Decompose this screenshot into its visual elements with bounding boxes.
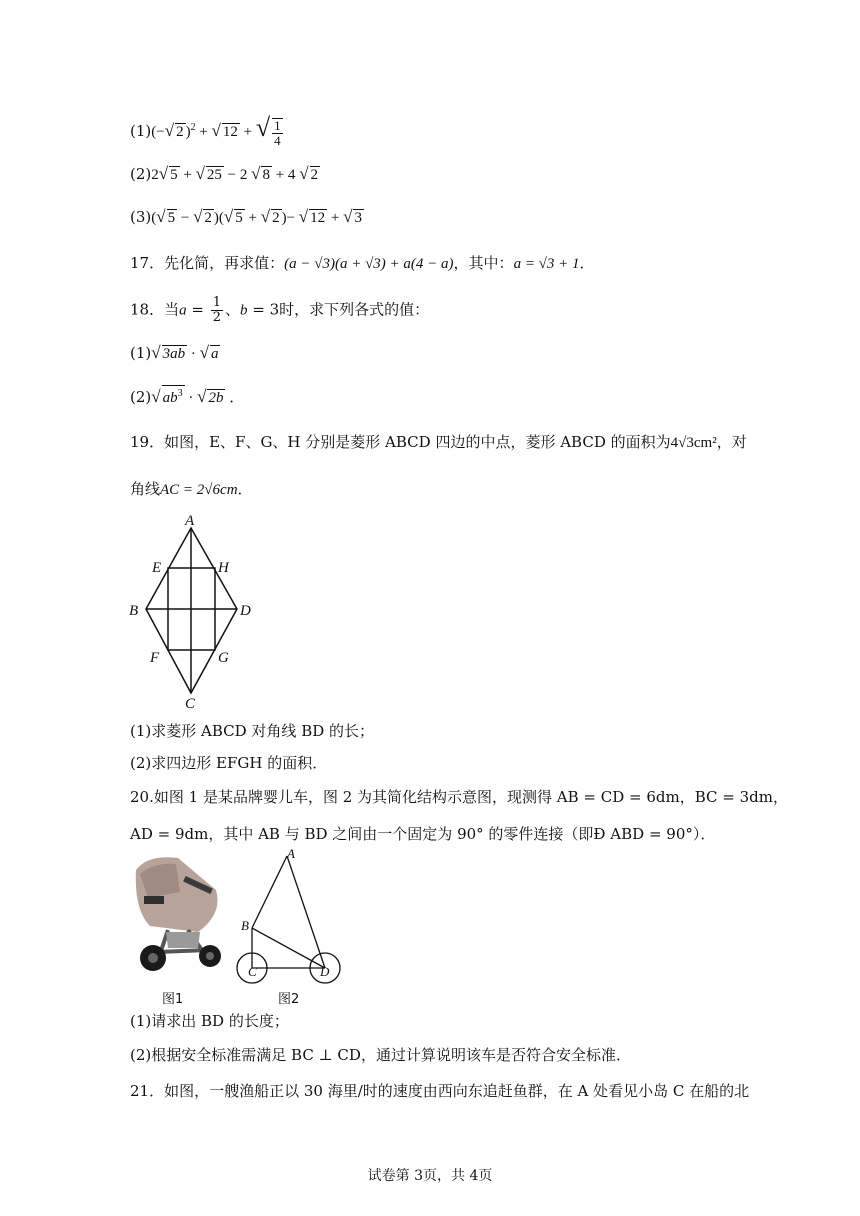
q21-line1-text: 如图，一艘渔船正以 30 海里/时的速度由西向东追赶鱼群，在 A 处看见小岛 C 在船的北 xyxy=(164,1082,750,1100)
label-G: G xyxy=(218,650,229,666)
q18-part1-formula: √ 3ab · √ a xyxy=(151,343,219,362)
label-H: H xyxy=(218,560,229,576)
label-F: F xyxy=(150,650,160,666)
q18-part2-label: (2) xyxy=(130,388,152,406)
stroller-basket xyxy=(166,932,200,948)
q19-area: 4√3cm² xyxy=(670,435,717,451)
q19-text: 如图，E、F、G、H 分别是菱形 ABCD 四边的中点，菱形 ABCD 的面积为 xyxy=(164,433,671,451)
label-E: E xyxy=(152,560,162,576)
q17-text-a: 先化简，再求值： xyxy=(164,254,285,272)
stroller-image xyxy=(128,852,228,977)
q19-text-end: ，对 xyxy=(716,433,747,451)
q17-number: 17． xyxy=(130,254,165,272)
q17: 17．先化简，再求值：(a − √3)(a + √3) + a(4 − a)，其中：a = √3 + 1． xyxy=(130,254,595,272)
q17-expression: (a − √3)(a + √3) + a(4 − a) xyxy=(284,256,454,272)
q20-line1-text: 如图 1 是某品牌婴儿车，图 2 为其简化结构示意图，现测得 AB = CD = 6dm，BC = 3dm， xyxy=(153,788,788,806)
fig2-label-B: B xyxy=(241,918,249,933)
q16-part1-formula: (−√ 2 )$^2$ + √ 12 + √ $\frac{1}{4}$ xyxy=(151,113,281,148)
rhombus-figure xyxy=(125,510,265,710)
q19-sub2: (2)求四边形 EFGH 的面积． xyxy=(130,754,328,772)
q17-condition: a = √3 + 1 xyxy=(513,256,580,272)
q18-text-b: 、 xyxy=(225,300,241,319)
label-A: A xyxy=(185,513,195,529)
stroller-structure-figure xyxy=(232,846,357,986)
q18-part2-formula: √ $ab^3$ · √ 2b ． xyxy=(151,387,245,406)
q18-number: 18． xyxy=(130,300,165,319)
q16-part2 xyxy=(130,163,320,186)
q16-part3-formula: (√ 5 − √ 2 )(√ 5 + √ 2 )− √ 12 + √ 3 xyxy=(151,207,362,226)
q19-diagonal: AC = 2√6cm xyxy=(160,482,238,498)
q16-part3-label: (3) xyxy=(130,208,152,226)
q20-number: 20. xyxy=(130,788,154,806)
q16-part1 xyxy=(130,113,285,148)
q19-line2-text: 角线 xyxy=(130,480,161,498)
q18-part1-label: (1) xyxy=(130,344,152,362)
q18: 18．当a = $\frac{1}{2}$ 、b = 3时，求下列各式的值： xyxy=(130,295,430,325)
q20-sub1: (1)请求出 BD 的长度； xyxy=(130,1012,289,1030)
q16-part1-label: (1) xyxy=(130,122,152,140)
q19-line2 xyxy=(130,478,253,501)
q16-part2-formula: 2√ 5 + √ 25 − 2 √ 8 + 4 √ 2 xyxy=(151,164,319,183)
q20-line1 xyxy=(130,786,788,808)
q17-text-b: ，其中： xyxy=(453,254,514,272)
segment-ad xyxy=(287,856,325,968)
q19-number: 19． xyxy=(130,433,165,451)
q21-line1 xyxy=(130,1080,749,1102)
q18-part1 xyxy=(130,342,220,365)
fig2-caption: 图2 xyxy=(278,992,300,1007)
label-B: B xyxy=(129,603,139,619)
label-D: D xyxy=(240,603,251,619)
fig2-label-C: C xyxy=(248,964,257,979)
fig2-label-A: A xyxy=(287,846,295,861)
q16-part3 xyxy=(130,206,364,229)
fig1-caption: 图1 xyxy=(162,992,184,1007)
q16-part2-label: (2) xyxy=(130,165,152,183)
page-footer: 试卷第 3页，共 4页 xyxy=(367,1168,493,1184)
label-C: C xyxy=(185,696,196,710)
q19-line1 xyxy=(130,431,747,454)
q19-sub1: (1)求菱形 ABCD 对角线 BD 的长； xyxy=(130,722,375,740)
q20-sub2: (2)根据安全标准需满足 BC ⊥ CD，通过计算说明该车是否符合安全标准． xyxy=(130,1046,631,1064)
fig2-label-D: D xyxy=(320,964,330,979)
q18-text-c: 时，求下列各式的值： xyxy=(279,300,430,319)
q18-part2 xyxy=(130,385,244,409)
q20-line2: AD = 9dm，其中 AB 与 BD 之间由一个固定为 90° 的零件连接（即Ð ABD = 90°）． xyxy=(130,825,716,843)
segment-ab xyxy=(252,856,287,928)
q18-text-a: 当 xyxy=(164,300,180,319)
stroller-bassinet xyxy=(136,857,218,932)
q19-line2-end: ． xyxy=(237,480,253,498)
q21-number: 21． xyxy=(130,1082,165,1100)
